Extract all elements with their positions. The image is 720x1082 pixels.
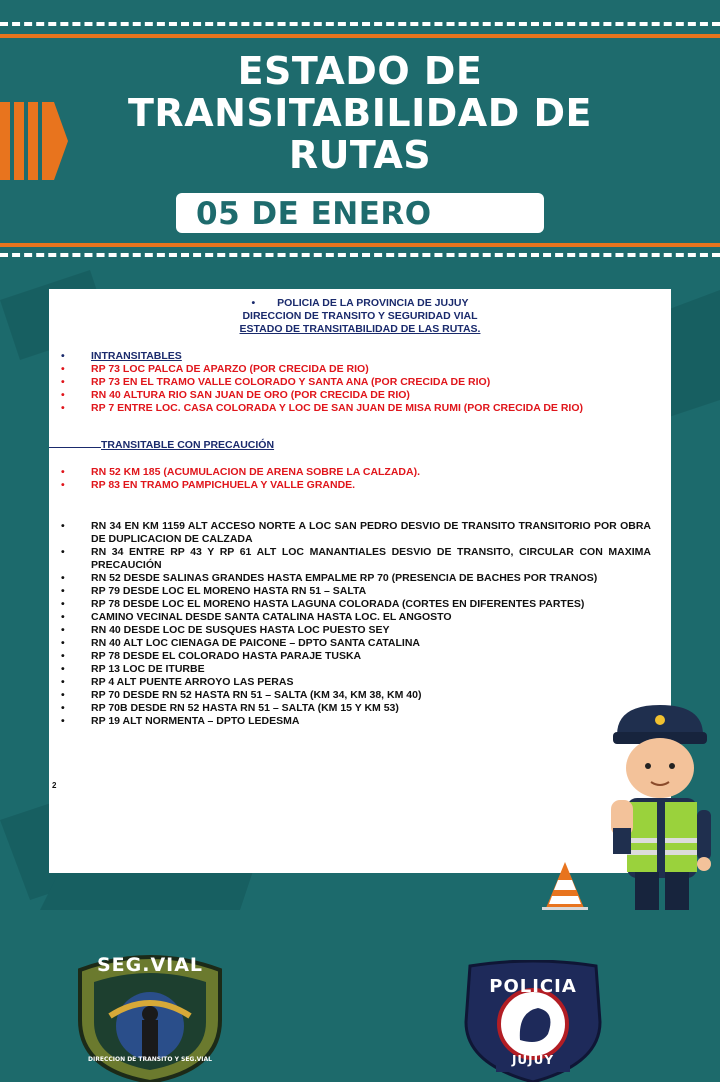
bottom-orange-line bbox=[0, 243, 720, 247]
list-item: • RP 70 DESDE RN 52 HASTA RN 51 – SALTA (KM 34, KM 38, KM 40) bbox=[61, 689, 422, 701]
list-item: • RP 4 ALT PUENTE ARROYO LAS PERAS bbox=[61, 676, 294, 688]
list-item: • RP 79 DESDE LOC EL MORENO HASTA RN 51 – SALTA bbox=[61, 585, 367, 597]
bottom-dashed-line bbox=[0, 253, 720, 257]
orange-chevron-icon bbox=[0, 102, 68, 180]
section-label-intransitables: • INTRANSITABLES bbox=[61, 350, 182, 362]
list-item: • RP 73 EN EL TRAMO VALLE COLORADO Y SANTA ANA (POR CRECIDA DE RIO) bbox=[61, 376, 491, 388]
jujuy-label: JUJUY bbox=[511, 1053, 555, 1067]
document-heading bbox=[49, 297, 671, 336]
list-item: • RN 40 DESDE LOC DE SUSQUES HASTA LOC PUESTO SEY bbox=[61, 624, 390, 636]
list-item: • RN 34 EN KM 1159 ALT ACCESO NORTE A LOC SAN PEDRO DESVIO DE TRANSITO TRANSITORIO POR OBRA DE DUPLICACION DE CALZADA bbox=[61, 520, 651, 545]
heading-line: POLICIA DE LA PROVINCIA DE JUJUY bbox=[277, 297, 469, 309]
list-item: • RN 52 KM 185 (ACUMULACION DE ARENA SOBRE LA CALZADA). bbox=[61, 466, 421, 478]
title-line: TRANSITABILIDAD DE bbox=[128, 91, 592, 135]
page-title bbox=[60, 50, 660, 176]
report-document bbox=[49, 289, 671, 873]
page-mark: 2 bbox=[52, 781, 57, 790]
list-item: • RP 78 DESDE LOC EL MORENO HASTA LAGUNA COLORADA (CORTES EN DIFERENTES PARTES) bbox=[61, 598, 585, 610]
title-line: ESTADO DE bbox=[237, 49, 483, 93]
top-dashed-line bbox=[0, 22, 720, 26]
list-item: • RP 70B DESDE RN 52 HASTA RN 51 – SALTA (KM 15 Y KM 53) bbox=[61, 702, 399, 714]
list-item: • RN 40 ALT LOC CIENAGA DE PAICONE – DPTO SANTA CATALINA bbox=[61, 637, 421, 649]
list-item: • RP 19 ALT NORMENTA – DPTO LEDESMA bbox=[61, 715, 300, 727]
top-orange-line bbox=[0, 34, 720, 38]
list-item: • RN 34 ENTRE RP 43 Y RP 61 ALT LOC MANANTIALES DESVIO DE TRANSITO, CIRCULAR CON MAXIMA PRECAUCIÓN bbox=[61, 546, 651, 571]
list-item: • RP 7 ENTRE LOC. CASA COLORADA Y LOC DE SAN JUAN DE MISA RUMI (POR CRECIDA DE RIO) bbox=[61, 402, 583, 414]
date-label: 05 DE ENERO bbox=[196, 196, 432, 232]
list-item: • RP 83 EN TRAMO PAMPICHUELA Y VALLE GRANDE. bbox=[61, 479, 356, 491]
title-line: RUTAS bbox=[288, 133, 432, 177]
seg-vial-label: SEG.VIAL bbox=[96, 954, 204, 976]
heading-line: ESTADO DE TRANSITABILIDAD DE LAS RUTAS. bbox=[239, 323, 481, 335]
seg-vial-ring-text: DIRECCION DE TRANSITO Y SEG.VIAL bbox=[88, 1056, 212, 1063]
police-officer-illustration bbox=[605, 700, 720, 912]
precaucion-red-list bbox=[49, 466, 671, 492]
intransitables-list bbox=[49, 350, 671, 415]
precaucion-list bbox=[49, 520, 671, 728]
list-item: • RN 52 DESDE SALINAS GRANDES HASTA EMPALME RP 70 (PRESENCIA DE BACHES POR TRANOS) bbox=[61, 572, 598, 584]
list-item: • RP 78 DESDE EL COLORADO HASTA PARAJE TUSKA bbox=[61, 650, 362, 662]
heading-bullet: • bbox=[251, 297, 256, 309]
list-item: • RP 73 LOC PALCA DE APARZO (POR CRECIDA DE RIO) bbox=[61, 363, 369, 375]
list-item: • CAMINO VECINAL DESDE SANTA CATALINA HASTA LOC. EL ANGOSTO bbox=[61, 611, 452, 623]
traffic-cone-icon bbox=[540, 860, 590, 912]
header-banner bbox=[0, 0, 720, 260]
section-label-precaucion: TRANSITABLE CON PRECAUCIÓN bbox=[49, 439, 309, 452]
list-item: • RN 40 ALTURA RIO SAN JUAN DE ORO (POR CRECIDA DE RIO) bbox=[61, 389, 410, 401]
policia-label: POLICIA bbox=[489, 976, 577, 997]
heading-line: DIRECCION DE TRANSITO Y SEGURIDAD VIAL bbox=[242, 310, 478, 322]
list-item: • RP 13 LOC DE ITURBE bbox=[61, 663, 205, 675]
footer bbox=[0, 910, 720, 1082]
